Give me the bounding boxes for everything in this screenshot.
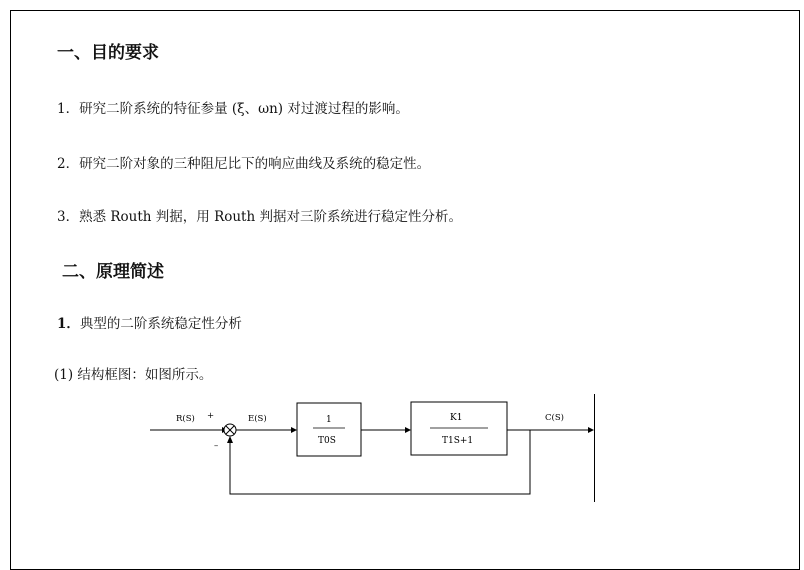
block2-denominator: T1S+1 xyxy=(442,436,474,446)
list-item-text: 研究二阶系统的特征参量 (ξ、ωn) 对过渡过程的影响。 xyxy=(79,101,409,117)
block-diagram xyxy=(120,388,600,508)
error-arrow-icon xyxy=(291,427,297,433)
list-item-text: 熟悉 Routh 判据，用 Routh 判据对三阶系统进行稳定性分析。 xyxy=(79,209,462,225)
section-title-principle: 二、原理简述 xyxy=(62,262,164,282)
feedback-arrow-icon xyxy=(227,436,233,443)
circle-cross-icon xyxy=(224,424,236,436)
list-item-prefix: 3． xyxy=(57,209,80,225)
section-title-purpose: 一、目的要求 xyxy=(57,43,159,63)
list-item-prefix: 2． xyxy=(57,156,80,172)
block2-numerator: K1 xyxy=(450,413,463,423)
list-item-text: 研究二阶对象的三种阻尼比下的响应曲线及系统的稳定性。 xyxy=(79,156,431,172)
block1-denominator: T0S xyxy=(318,436,336,446)
block1-numerator: 1 xyxy=(326,415,332,425)
error-label: E(S) xyxy=(248,414,267,424)
block-integrator xyxy=(297,403,361,456)
subsection-text: 典型的二阶系统稳定性分析 xyxy=(79,316,242,332)
block-inertia xyxy=(411,402,507,455)
sub-item-structure: (1) 结构框图：如图所示。 xyxy=(54,367,213,383)
subsection-prefix: 1． xyxy=(57,316,80,332)
subsection-title xyxy=(57,312,242,332)
page-edge-line xyxy=(594,394,595,502)
list-item xyxy=(57,205,462,225)
list-item xyxy=(57,97,409,117)
input-label: R(S) xyxy=(176,414,195,424)
list-item xyxy=(57,152,430,172)
mid-arrow-icon xyxy=(405,427,411,433)
list-item-prefix: 1． xyxy=(57,101,80,117)
minus-sign: – xyxy=(214,441,219,451)
output-label: C(S) xyxy=(545,413,564,423)
plus-sign: + xyxy=(207,411,215,421)
